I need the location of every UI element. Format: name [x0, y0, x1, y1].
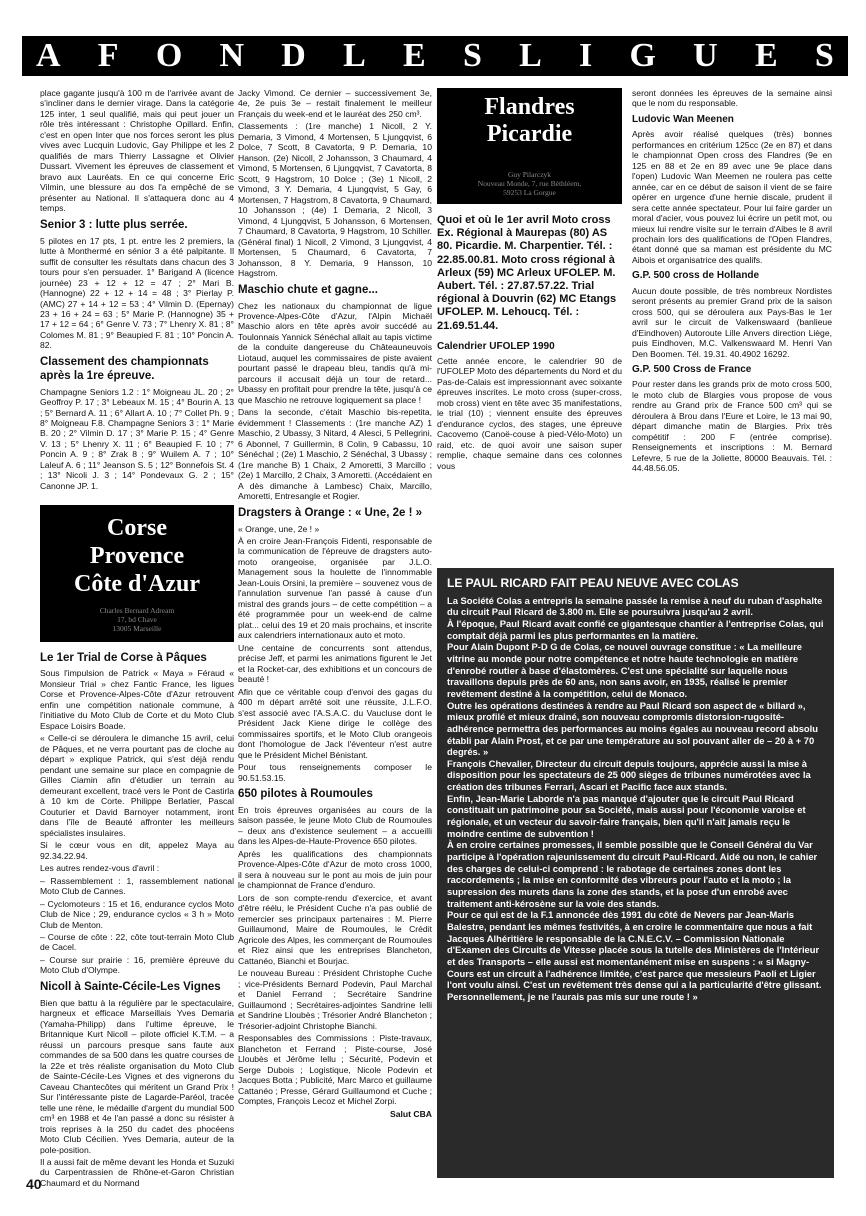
article-heading: Calendrier UFOLEP 1990: [437, 340, 555, 352]
article-text: Classements : (1re manche) 1 Nicoll, 2 Y. Demaria, 3 Vimond, 4 Mortensen, 5 Ljungqvist, 6 Dolce, 7 Scott, 8 Cavatorta, 9 P. Demaria, 10 Hanson. (2e) Nicoll, 2 Johansson, 3 Chaumard, 4 Vimond, 5 Mortensen, 6 Ljungqvist, 7 Cavatorta, 8 Scott, 9 Hagstrom, 10 Dolce ; (3e) 1 Nicoll, 2 Vimond, 3 Y. Demaria, 4 Ljungqvist, 5 Gay, 6 Mortensen, 7 Hagstrom, 8 Cavatorta, 9 Chaumard, 10 Johansson ; (4e) 1 Demaria, 2 Nicoll, 3 Vimond, 4 Ljungqvist, 5 Johansson, 6 Mortensen, 7 Chaumard, 8 Cavatorta, 9 Hagstrom, 10 Schiller. (Général final) 1 Nicoll, 2 Vimond, 3 Ljungqvist, 4 Mortensen, 5 Chaumard, 6 Cavatorta, 7 Johansson, 8 Y. Demaria, 9 Hansson, 10 Hagstrom.: [238, 121, 432, 279]
column-2: [238, 88, 432, 1216]
region-title: Corse: [107, 515, 167, 542]
article-heading: Ludovic Wan Meenen: [632, 113, 734, 125]
feature-text: Pour ce qui est de la F.1 annoncée dès 1991 du côté de Nevers par Jean-Maris Balestre, pendant les mêmes festivités, à en croire le commentaire que nous a fait Jacques Alhéritière le responsable de la C.N.E.C.V. – Commission Nationale d'Examen des Circuits de Vitesse placée sous la tutelle des Ministères de l'Intérieur et des Transports – elle aussi est momentanément mise en suspens : « si Magny-Cours est un circuit à l'adhérence limitée, c'est parce que messieurs Paoli et Ligier l'ont voulu ainsi. C'est un revêtement très dense qui a la particularité d'être glissant. Personnellement, je ne l'aurais pas mis sur une route ! »: [447, 909, 822, 1002]
region-header-corse: [40, 505, 234, 641]
banner-letter: L: [519, 37, 542, 75]
region-title: Côte d'Azur: [74, 570, 200, 597]
article-heading: Dragsters à Orange : « Une, 2e ! »: [238, 506, 423, 519]
article-text: Pour tous renseignements composer le 90.51.53.15.: [238, 762, 432, 783]
region-title: Picardie: [486, 120, 573, 147]
article-text: Dans la seconde, c'était Maschio bis-repetita, évidemment ! Classements : (1re manche AZ) 1 Maschio, 2 Ubassy, 3 Nitard, 4 Alesci, 5 Pellegrini, 6 Abonnel, 7 Guillermin, 8 Colin, 9 Cabassu, 10 Sénéchal ; (2e) 1 Maschio, 2 Sénéchal, 3 Ubassy ; (1re manche B) 1 Chaix, 2 Amoretti, 3 Marcillo ; (2e) 1 Marcillo, 2 Chaix, 3 Amoretti. (Accédaient en A dès dimanche à Lambesc) Chaix, Marcillo, Amoretti, Entresangle et Rogier.: [238, 407, 432, 502]
article-text: En trois épreuves organisées au cours de la saison passée, le jeune Moto Club de Roumoules – deux ans d'existence seulement – a accueilli dans les Alpes-de-Haute-Provence 650 pilotes.: [238, 804, 432, 847]
section-banner: [22, 36, 848, 76]
banner-letter: D: [281, 37, 306, 75]
article-text: 5 pilotes en 17 pts, 1 pt. entre les 2 premiers, la lutte à Monthermé en sénior 3 a été palpitante. Il suffit de consulter les résultats dans chacun des 3 tours pour s'en persuader. 1° Barigand A (licence journée) 23 + 12 + 12 = 47 ; 2° Mari B. (Hannogne) 22 + 12 + 14 = 48 ; 3° Pierlay P. (AMC) 27 + 14 + 12 = 53 ; 4° Vilmin D. (Epernay) 23 + 16 + 24 = 63 ; 5° Marie P. (Hannogne) 35 + 17 + 12 = 64 ; 6° Genre V. 73 ; 7° Lhenry X. 81 ; 8° Colomes M. 81 ; 9° Beaupied F. 81 ; 10° Poncin A. 82.: [40, 235, 234, 351]
feature-text: La Société Colas a entrepris la semaine passée la remise à neuf du ruban d'asphalte du circuit Paul Ricard de 3.800 m. Elle se poursuivra jusqu'au 2 avril.: [447, 594, 823, 618]
article-text: Cette année encore, le calendrier 90 de l'UFOLEP Moto des départements du Nord et du Pas-de-Calais est impressionnant avec soixante épreuves inscrites. Le moto cross (super-cross, mob cross) vient en tête avec 35 manifestations, le trial (10) ; viennent ensuite des épreuves d'endurance cyclos, des stages, une épreuve Cacovemo (Canoë-couse à pied-Vélo-Moto) un raid, etc. de quoi avoir une saison super remplie, chaque semaine dans ces colonnes vous: [437, 355, 622, 471]
paul-ricard-feature-box: [437, 568, 834, 1178]
region-title: Provence: [89, 542, 185, 569]
article-heading: Classement des championnats après la 1re épreuve.: [40, 355, 209, 382]
banner-letter: G: [629, 37, 656, 75]
article-text: – Course de côte : 22, côte tout-terrain Moto Club de Cacel.: [40, 932, 234, 953]
banner-letter: I: [579, 37, 593, 75]
article-heading: Le 1er Trial de Corse à Pâques: [40, 651, 207, 664]
article-text: Bien que battu à la régulière par le spectaculaire, hargneux et efficace Marseillais Yves Demaria (Yamaha-Philipp) dans l'ultime épreuve, le Britannique Kurt Nicoll – pilote officiel K.T.M. – a réussi un parcours presque sans faute aux commandes de sa 500 dans les quatre courses de la 22e et très réaliste organisation du Moto Club de Sainte-Cécile-Les Vignes et des vignerons du Caveau Chantecôtes qui méritent un Grand Prix ! Sur l'intéressante piste de Lagarde-Paréol, tracée telle une rène, le médaille d'argent du mundial 500 cm³ en 1988 et 4e l'an passé a donc su résister à trois reprises à la 250 du cadet des phocéens Moto Club Cécilien. Yves Demaria, auteur de la pole-position.: [40, 997, 234, 1155]
banner-letter: U: [693, 37, 718, 75]
article-text: Les autres rendez-vous d'avril :: [40, 863, 160, 874]
correspondent-address: [443, 170, 616, 197]
article-text: Après les qualifications des championnats Provence-Alpes-Côte d'Azur de moto cross 1000, il sera à nouveau sur le pont au mois de juin pour le championnat de France d'enduro.: [238, 848, 432, 891]
feature-text: Enfin, Jean-Marie Laborde n'a pas manqué d'ajouter que le circuit Paul Ricard constituait un patrimoine pour sa Société, mais aussi pour l'économie varoise et régionale, et un vecteur du savoir-faire français, bien qu'il n'ait jamais reçu le moindre centime de subvention !: [447, 792, 806, 839]
address-line: 17, bd Chave: [117, 615, 157, 625]
feature-text: À en croire certaines promesses, il semble possible que le Conseil Général du Var participe à l'opération rajeunissement du circuit Paul-Ricard. Aidé ou non, le cahier des charges de celui-ci comprend : le rabotage de certaines zones dont les raccordements ; la mise en conformité des vibreurs pour l'auto et la moto ; la supression des murets dans la zone des stands, et la pose d'un enrobé avec traitement anti-kérosène sur la voie des stands.: [447, 839, 818, 909]
article-text: Sous l'impulsion de Patrick « Maya » Féraud « Monsieur Trial » chez Fantic France, les ligues Corse et Provence-Alpes-Côte d'Azur retrouvent enfin une compétition nationale commune, à l'initiative du Moto Club de Corte et du Moto Club Espace Loisirs Boade.: [40, 668, 234, 731]
column-4: [632, 88, 832, 528]
address-line: Guy Pilarczyk: [507, 169, 552, 179]
feature-text: François Chevalier, Directeur du circuit depuis toujours, apprécie aussi la mise à disposition pour les spectateurs de 25 000 sièges de tribunes numérotées avec la création des tribunes Ferrari, Ascari et Pacific face aux stands.: [447, 757, 811, 793]
address-line: Charles Bernard Adream: [99, 606, 175, 616]
address-line: 13005 Marseille: [112, 624, 162, 634]
article-heading: Senior 3 : lutte plus serrée.: [40, 218, 188, 231]
article-text: Une centaine de concurrents sont attendus, précise Jeff, et parmi les animations figurent le Jet et la Rocket-car, des exhibitions et un concours de beauté !: [238, 642, 432, 685]
banner-letter: F: [97, 37, 119, 75]
article-text: Chez les nationaux du championnat de ligue Provence-Alpes-Côte d'Azur, l'Alpin Michaël Maschio alors en tête après avoir succédé au Toulonnais Yannick Sénéchal allait au tapis victime de la conduite dangereuse du Châteauneuvois Liotaud, auquel les commissaires de piste avaient pourtant passé le drapeau bleu, tandis qu'à mi-parcours il accusait déjà un tour de retard... Ubassy en profitait pour prendre la tête, jusqu'à ce que Maschio ne retrouve logiquement sa place !: [238, 300, 432, 405]
article-text: Le nouveau Bureau : Président Christophe Cuche ; vice-Présidents Bernard Podevin, Paul Marchal et Daniel Ferrand ; Secrétaire Sandrine Guillaumond ; Secrétaires-adjointes Sandrine Ielli et Sandrine Lloubès ; Trésorier André Blancheton ; Trésorier-adjoint Christophe Bianchi.: [238, 968, 432, 1031]
banner-letter: E: [754, 37, 778, 75]
page-number: 40: [26, 1176, 42, 1192]
article-text: « Celle-ci se déroulera le dimanche 15 avril, celui de Pâques, et ne verra pourtant pas de cloche au départ » explique Patrick, qui s'est déjà rendu pendant une semaine sur place en compagnie de Gilles Ciamin afin d'étudier un terrain au demeurant excellent, tracé vers le Pont de Castirla à 10 km de Corte. Philippe Berlatier, Pascal Couturier et David Barnoyer notamment, iront dans l'île de Beauté affronter les meilleurs spécialistes insulaires.: [40, 733, 234, 838]
event-listing: Quoi et où le 1er avril Moto cross Ex. Régional à Maurepas (80) AS 80. Picardie. M. Charpentier. Tél. : 22.85.00.81. Moto cross régional à Arleux (59) MC Arleux UFOLEP. M. Aubert. Tél. : 27.87.57.22. Trial régional à Douvrin (62) MC Etangs UFOLEP. M. Lehoucq. Tél. : 21.69.51.44.: [437, 214, 617, 332]
region-title: Flandres: [484, 94, 575, 120]
article-heading: Maschio chute et gagne...: [238, 283, 378, 296]
region-header-flandres: [437, 88, 622, 204]
feature-text: Outre les opérations destinées à rendre au Paul Ricard son aspect de « billard », mieux profilé et mieux drainé, son nouveau compromis distorsion-rugosité-adhérence permettra des performances au moins égales au nouveau record absolu établi par Alain Prost, et ce par une température au sol pouvant aller de – 20 à + 70 degrés. »: [447, 699, 818, 758]
article-text: À en croire Jean-François Fidenti, responsable de la communication de l'épreuve de dragsters auto-moto orangeoise, organisée par J.L.O. Management sous la houlette de l'innommable Jean-Louis Orsini, la première – souvenez vous de l'annulation survenue l'an passé à cause d'un mistral des grands jours – de cette compétition – a été programmée pour un week-end de calme plat... celui des 19 et 20 mais prochains, et inscrite aux calendriers internationaux auto et moto.: [238, 536, 432, 641]
article-text: Il a aussi fait de même devant les Honda et Suzuki du Carpentrassien de Rhône-et-Garon Christian Chaumard et du Normand: [40, 1157, 234, 1188]
banner-letter: A: [36, 37, 61, 75]
banner-letter: S: [814, 37, 834, 75]
article-text: – Cyclomoteurs : 15 et 16, endurance cyclos Moto Club de Nice ; 29, endurance cyclos « 3 h » Moto Club de Menton.: [40, 898, 234, 930]
banner-letter: L: [343, 37, 366, 75]
article-heading: G.P. 500 cross de Hollande: [632, 270, 760, 282]
feature-text: Pour Alain Dupont P-D G de Colas, ce nouvel ouvrage constitue : « La meilleure vitrine au monde pour notre compétence et notre haute technologie en matière d'enrobé routier à base d'élastomères. C'est une spécialité sur laquelle nous travaillons depuis près de 60 ans, non sans avoir, en 1935, réalisé le premier revêtement destiné à la compétition, celui de Monaco.: [447, 641, 802, 699]
article-text: Champagne Seniors 1.2 : 1° Moigneau JL. 20 ; 2° Geoffroy P. 17 ; 3° Lebeaux M. 15 ; 4° Bourin A. 13 ; 5° Bernard A. 11 ; 6° Allart A. 10 ; 7° Collet Ph. 9 ; 8° Moigneau F.8. Champagne Seniors 3 : 1° Marie B. 20 ; 2° Vilmin D. 17 ; 3° Marie P. 15 ; 4° Genre V. 13 ; 5° Lhenry X. 11 ; 6° Beaupied F. 10 ; 7° Poncin A. 9 ; 8° Zrak 8 ; 9° Wuilem A. 7 ; 10° Laleuf A. 6 ; 11° Jeanson S. 5 ; 12° Bonnefois St. 4 ; 13° Nicoli J. 3 ; 14° Pondevaux G. 2 ; 15° Canonne JP. 1.: [40, 386, 234, 491]
article-heading: G.P. 500 Cross de France: [632, 364, 752, 376]
article-text: – Course sur prairie : 16, première épreuve du Moto Club d'Olympe.: [40, 954, 234, 976]
feature-title: LE PAUL RICARD FAIT PEAU NEUVE AVEC COLAS: [447, 576, 739, 590]
author-signature: Salut CBA: [389, 1108, 432, 1119]
article-text: – Rassemblement : 1, rassemblement national Moto Club de Cannes.: [40, 875, 234, 897]
article-text: Responsables des Commissions : Piste-travaux, Blancheton et Ferrand ; Piste-course, José Lloubès et Jérôme Iellu ; Sécurité, Podevin et Serge Dubois ; Logistique, Nicole Podevin et Jacques Botta ; Publicité, Marc Marco et guillaume Cattanéo ; Presse, Gérard Guillaumond et Cuche ; Comptes, François Lecoz et Michel Zorpi.: [238, 1033, 432, 1107]
article-text: Afin que ce véritable coup d'envoi des gagas du 400 m départ arrêté soit une réussite, J.L.F.O. s'est associé avec l'A.S.A.C. du Vaucluse dont le Président Jack Kiene dirige le collège des commissaires sportifs, et le Moto Club orangeois dont l'homologue de Jack l'éventeur n'est autre que le Président Michel Bénistant.: [238, 686, 432, 760]
address-line: 59253 La Gorgue: [503, 188, 556, 198]
banner-letter: E: [403, 37, 426, 75]
article-heading: 650 pilotes à Roumoules: [238, 788, 373, 801]
banner-letter: N: [219, 37, 245, 75]
feature-text: À l'époque, Paul Ricard avait confié ce gigantesque chantier à l'entreprise Colas, qui comptait déjà parmi les plus performantes en la matière.: [447, 617, 824, 641]
address-line: Nouveau Monde, 7, rue Béthléem,: [477, 178, 582, 188]
article-text: Lors de son compte-rendu d'exercice, et avant d'être réélu, le Président Cuche n'a pas oublié de remercier ses principaux partenaires : M. Pierre Guillaumond, Maire de Roumoules, le Crédit Agricole des Alpes, les commerçant de Roumoules et Riez ainsi que les entreprises Blancheton, Cattanéo, Bianchi et Bourjac.: [238, 892, 432, 966]
column-1: [40, 88, 234, 1188]
article-text: Si le cœur vous en dit, appelez Maya au 92.34.22.94.: [40, 840, 234, 861]
article-heading: Nicoll à Sainte-Cécile-Les Vignes: [40, 980, 221, 993]
article-text: Aucun doute possible, de très nombreux Nordistes seront présents au premier Grand prix de la saison cross 500, qui se déroulera aux Pays-Bas le 1er avril sur le circuit de Valkenswaard (banlieue d'Eindhoven) Autoroute Lille Anvers direction Liège, puis Eindhoven, M.C. Valkenswaard M. Henri Van Den Boomen. Tél. 19.31. 40.4902 16292.: [632, 285, 832, 359]
banner-letter: S: [462, 37, 482, 75]
article-text: Après avoir réalisé quelques (très) bonnes performances en critérium 125cc (2e en 87) et dans le championnat Open cross des Flandres (9e en 125 en 88 et 2e en 89 avec une 9e place dans l'open) Ludovic Wan Meemen ne roulera pas cette année, car en ce début de saison il vient de se faire opérer en urgence d'une hernie discale, prudent il sera cette année spectateur. Pour lui faire garder un moral d'acier, vous pouvez lui écrire un petit mot, ou mieux lui rendre visite sur le terrain d'Aibes le 8 avril prochain lors des qualifications de l'Open Flandres, étant donné que sa maman est présidente du MC Aibois et organisatrice des qualifs.: [632, 129, 832, 265]
article-text: « Orange, une, 2e ! »: [238, 523, 320, 534]
banner-letter: O: [155, 37, 183, 75]
correspondent-address: [48, 606, 226, 633]
column-3: [437, 88, 622, 558]
article-text: Pour rester dans les grands prix de moto cross 500, le moto club de Blargies vous propose de vous rendre au Grand prix de France 500 cm³ qui se déroulera à Brou dans l'Eure et Loire, le 13 mai 90, départ dimanche matin de Blargies. Prix très compétitif : 200 F (entrée comprise). Renseignements et inscriptions : M. Bernard Lefevre, 5 rue de la Joliette, 80000 Beauvais. Tél. : 44.48.56.05.: [632, 379, 832, 474]
article-text: place gagante jusqu'à 100 m de l'arrivée avant de s'incliner dans le dernier virage. Dans la catégorie 125 inter, 1 seul qualifié, mais qui peut jouer un rôle très intéressant : Christophe Opillard. Enfin, c'est en open Inter que nos forces seront les plus vives avec Lucquin Ludovic, Gay Philippe et les 2 qualifiés de mars Thierry Lassagne et Olivier Dussart. Vivement les épreuves de classement et bravo aux Lauréats. En ce qui concerne Eric Vilmin, une blessure au dos l'a empêché de se présenter au National. Il s'attaquera donc au 4 temps.: [40, 88, 234, 214]
article-text: seront données les épreuves de la semaine ainsi que le nom du responsable.: [632, 88, 832, 109]
article-text: Jacky Vimond. Ce dernier – successivement 3e, 4e, 2e puis 3e – restait finalement le meilleur Français du week-end et le lauréat des 250 cm³.: [238, 88, 432, 119]
